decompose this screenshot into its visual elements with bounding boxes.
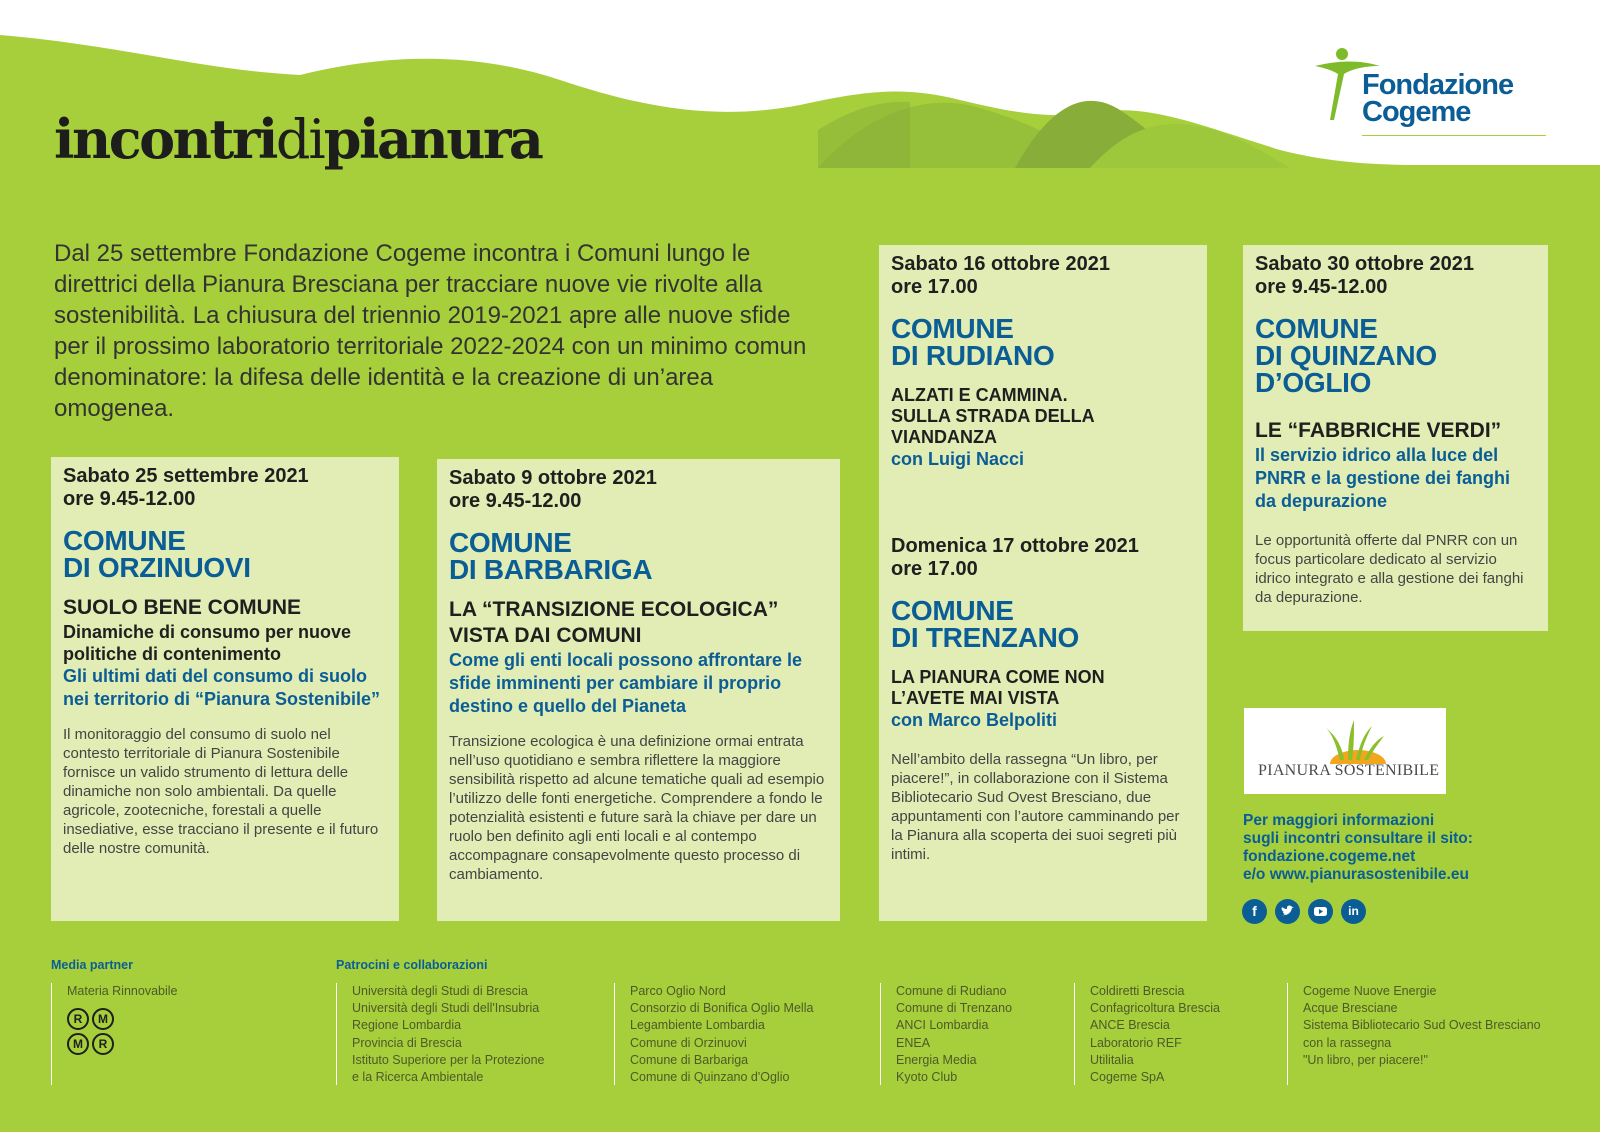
linkedin-icon[interactable]: in <box>1341 899 1366 924</box>
event-headline: ALZATI E CAMMINA. SULLA STRADA DELLA VIANDANZA <box>891 385 1094 447</box>
pianura-sostenibile-wordmark: PIANURA SOSTENIBILE <box>1258 762 1440 779</box>
event-headline: SUOLO BENE COMUNE <box>63 596 302 619</box>
event-date: Sabato 16 ottobre 2021 <box>891 253 1110 275</box>
patrocini-column-1: Università degli Studi di Brescia Università degli Studi dell'Insubria Regione Lombardia Provincia di Brescia Istituto Superiore per la Protezione e la Ricerca Ambientale <box>336 983 596 1085</box>
event-time: ore 9.45-12.00 <box>449 490 582 512</box>
media-partner-name: Materia Rinnovabile <box>67 984 178 998</box>
intro-paragraph: Dal 25 settembre Fondazione Cogeme incontra i Comuni lungo le direttrici della Pianura Bresciana per tracciare nuove vie rivolte alla sostenibilità. La chiusura del triennio 2019-2021 apre alle nuove sfide per il prossimo laboratorio territoriale 2022-2024 con un minimo comun denominatore: la difesa delle identità e la creazione di un’area omogenea. <box>54 240 807 422</box>
event-highlight: con Luigi Nacci <box>891 449 1025 469</box>
event-comune: COMUNE DI QUINZANO D’OGLIO <box>1255 313 1437 398</box>
patrocini-column-5: Cogeme Nuove Energie Acque Bresciane Sistema Bibliotecario Sud Ovest Bresciano con la rassegna "Un libro, per piacere!" <box>1287 983 1587 1085</box>
event-card-orzinuovi <box>51 457 399 921</box>
event-highlight: con Marco Belpoliti <box>891 710 1058 730</box>
page-title: incontridipianura <box>54 107 542 171</box>
event-highlight: Gli ultimi dati del consumo di suolo nei territorio di “Pianura Sostenibile” <box>63 666 381 709</box>
info-block: Per maggiori informazioni sugli incontri consultare il sito: fondazione.cogeme.net e/o www.pianurasostenibile.eu <box>1243 812 1473 883</box>
event-headline: LA “TRANSIZIONE ECOLOGICA” VISTA DAI COMUNI <box>449 598 779 647</box>
event-comune: COMUNE DI BARBARIGA <box>449 527 653 585</box>
event-highlight: Come gli enti locali possono affrontare le sfide imminenti per cambiare il proprio destino e quello del Pianeta <box>449 650 803 716</box>
event-description: Il monitoraggio del consumo di suolo nel contesto territoriale di Pianura Sostenibile fornisce un valido strumento di lettura delle dinamiche non solo ambientali. Da quelle agricole, zootecniche, forestali a quelle insediative, esse tracciano il presente e il futuro delle nostre comunità. <box>63 726 379 857</box>
event-highlight: Il servizio idrico alla luce del PNRR e la gestione dei fanghi da depurazione <box>1255 445 1511 511</box>
event-date: Domenica 17 ottobre 2021 <box>891 535 1139 557</box>
event-comune: COMUNE DI ORZINUOVI <box>63 525 251 583</box>
website-link-cogeme[interactable]: fondazione.cogeme.net <box>1243 848 1416 865</box>
media-partner-title: Media partner <box>51 958 133 972</box>
patrocini-column-2: Parco Oglio Nord Consorzio di Bonifica Oglio Mella Legambiente Lombardia Comune di Orzinuovi Comune di Barbariga Comune di Quinzano d'Oglio <box>614 983 864 1085</box>
event-headline: LA PIANURA COME NON L’AVETE MAI VISTA <box>891 667 1105 708</box>
event-time: ore 17.00 <box>891 558 978 580</box>
twitter-icon[interactable] <box>1275 899 1300 924</box>
event-comune: COMUNE DI TRENZANO <box>891 595 1080 653</box>
event-date: Sabato 9 ottobre 2021 <box>449 467 657 489</box>
event-headline: LE “FABBRICHE VERDI” <box>1255 419 1502 442</box>
patrocini-column-3: Comune di Rudiano Comune di Trenzano ANCI Lombardia ENEA Energia Media Kyoto Club <box>880 983 1060 1085</box>
event-card-quinzano <box>1243 245 1548 631</box>
event-subtitle: Dinamiche di consumo per nuove politiche di contenimento <box>63 622 352 664</box>
event-description: Transizione ecologica è una definizione ormai entrata nell’uso quotidiano e sembra riflettere la maggiore sensibilità rispetto ad alcune tematiche quali ad esempio l’utilizzo delle fonti energetiche. Comprendere a fondo le potenzialità esistenti e future sarà la chiave per dare un ruolo ben definito agli enti locali e al contempo accompagnare consapevolmente questo processo di cambiamento. <box>449 733 825 883</box>
logo-divider <box>1362 135 1546 136</box>
facebook-icon[interactable]: f <box>1242 899 1267 924</box>
event-date: Sabato 25 settembre 2021 <box>63 465 309 487</box>
pianura-sostenibile-logo <box>1244 708 1446 794</box>
patrocini-column-4: Coldiretti Brescia Confagricoltura Brescia ANCE Brescia Laboratorio REF Utilitalia Cogeme SpA <box>1074 983 1274 1085</box>
event-description: Le opportunità offerte dal PNRR con un focus particolare dedicato al servizio idrico integrato e alla gestione dei fanghi da depurazione. <box>1255 532 1524 606</box>
event-card-barbariga <box>437 459 840 921</box>
event-time: ore 17.00 <box>891 276 978 298</box>
event-comune: COMUNE DI RUDIANO <box>891 313 1055 371</box>
event-date: Sabato 30 ottobre 2021 <box>1255 253 1474 275</box>
event-card-rudiano-trenzano <box>879 245 1207 921</box>
event-time: ore 9.45-12.00 <box>63 488 196 510</box>
website-link-pianura[interactable]: e/o www.pianurasostenibile.eu <box>1243 866 1469 883</box>
event-time: ore 9.45-12.00 <box>1255 276 1388 298</box>
youtube-icon[interactable] <box>1308 899 1333 924</box>
wheat-sun-icon <box>1244 708 1446 794</box>
logo-wordmark: Fondazione Cogeme <box>1362 69 1514 128</box>
event-description: Nell’ambito della rassegna “Un libro, per piacere!”, in collaborazione con il Sistema Bibliotecario Sud Ovest Bresciano, due appuntamenti con l’autore camminando per la Pianura alla scoperta dei suoi segreti più intimi. <box>891 751 1180 863</box>
patrocini-title: Patrocini e collaborazioni <box>336 958 488 972</box>
